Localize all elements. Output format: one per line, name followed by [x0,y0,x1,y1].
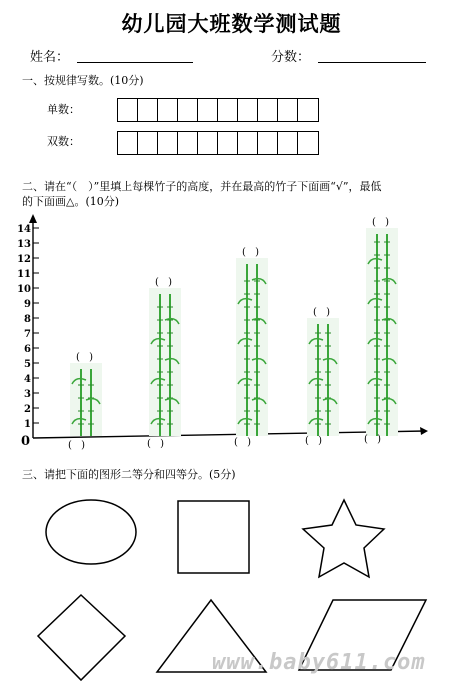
name-label: 姓名： [30,50,70,65]
odd-cell-2[interactable] [138,99,158,121]
y-tick-label: 2 [24,404,31,415]
even-cell-3[interactable] [158,132,178,154]
odd-cell-3[interactable] [158,99,178,121]
mark-answer-bottom-4[interactable]: ( ) [305,435,325,447]
y-tick-label: 11 [17,269,31,280]
odd-label: 单数： [47,103,80,116]
mark-answer-bottom-2[interactable]: ( ) [147,438,167,450]
section1-heading: 一、按规律写数。(10分) [22,74,144,87]
odd-cell-1[interactable] [118,99,138,121]
ellipse-shape[interactable] [46,500,136,564]
y-tick-label: 4 [24,374,31,385]
even-cell-9[interactable] [278,132,298,154]
section3-heading: 三、请把下面的图形二等分和四等分。(5分) [22,468,236,481]
bamboo-chart [0,210,463,460]
bamboo-plant-3 [236,258,268,436]
bamboo-plant-1 [70,363,102,436]
odd-cell-6[interactable] [218,99,238,121]
height-answer-top-5[interactable]: ( ) [372,217,392,228]
origin-label: 0 [20,434,30,449]
bamboo-plant-5 [366,228,398,436]
even-label: 双数： [47,135,80,148]
y-tick-label: 7 [24,329,31,340]
even-cell-1[interactable] [118,132,138,154]
y-tick-label: 8 [24,314,31,325]
even-cell-6[interactable] [218,132,238,154]
section2-heading-line1: 二、请在“（ ）”里填上每棵竹子的高度，并在最高的竹子下面画“√”，最低 [22,180,382,193]
section2-heading-line2: 的下面画△。(10分) [22,195,120,208]
odd-cell-9[interactable] [278,99,298,121]
even-cell-8[interactable] [258,132,278,154]
watermark: www.baby611.com [212,650,426,675]
y-tick-label: 14 [17,224,31,235]
height-answer-top-3[interactable]: ( ) [242,247,262,258]
y-tick-label: 5 [24,359,31,370]
score-blank[interactable] [318,62,426,63]
y-tick-label: 10 [17,284,31,295]
mark-answer-bottom-3[interactable]: ( ) [234,437,254,448]
odd-cell-10[interactable] [298,99,318,121]
bamboo-plant-2 [149,288,181,436]
x-axis-arrow [420,427,428,435]
odd-cell-4[interactable] [178,99,198,121]
name-blank[interactable] [77,62,193,63]
height-answer-top-1[interactable]: ( ) [76,352,96,363]
odd-number-grid [117,98,319,122]
odd-cell-7[interactable] [238,99,258,121]
odd-cell-8[interactable] [258,99,278,121]
y-tick-label: 6 [24,344,31,355]
square-shape[interactable] [178,501,249,573]
y-tick-label: 1 [24,419,31,430]
even-cell-4[interactable] [178,132,198,154]
mark-answer-bottom-1[interactable]: ( ) [68,440,88,451]
y-tick-label: 9 [24,299,31,310]
score-label: 分数： [271,50,311,65]
y-axis-arrow [29,214,37,223]
page-title: 幼儿园大班数学测试题 [121,11,342,36]
y-tick-label: 3 [24,389,31,400]
odd-cell-5[interactable] [198,99,218,121]
y-tick-label: 12 [17,254,31,265]
even-cell-2[interactable] [138,132,158,154]
even-cell-7[interactable] [238,132,258,154]
bamboo-plant-4 [307,318,339,436]
star-shape[interactable] [303,500,384,577]
height-answer-top-4[interactable]: ( ) [313,307,333,318]
diamond-shape[interactable] [38,595,125,680]
even-cell-5[interactable] [198,132,218,154]
even-number-grid [117,131,319,155]
mark-answer-bottom-5[interactable]: ( ) [364,434,384,445]
even-cell-10[interactable] [298,132,318,154]
y-tick-label: 13 [17,239,31,250]
height-answer-top-2[interactable]: ( ) [155,277,175,288]
